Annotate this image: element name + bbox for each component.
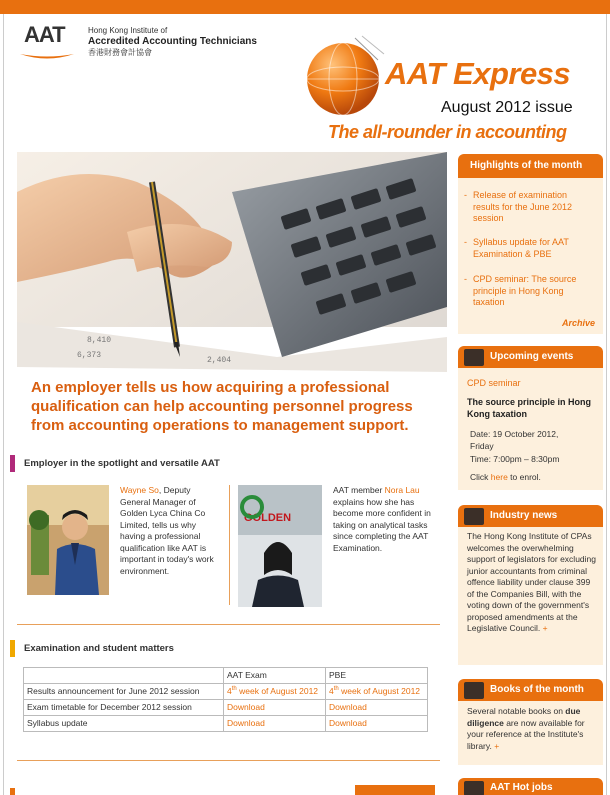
nora-lau-photo[interactable] [238, 485, 322, 607]
institute-name [88, 25, 258, 58]
section-marker [10, 455, 15, 472]
pbe-timetable-download-link[interactable]: Download [326, 700, 428, 716]
events-header [458, 346, 603, 368]
event-title: The source principle in Hong Kong taxation [467, 397, 592, 419]
highlight-item[interactable]: - Syllabus update for AAT Examination & PBE [464, 237, 569, 259]
events-title: Upcoming events [490, 351, 574, 362]
bottom-marker [10, 788, 15, 795]
archive-link[interactable]: Archive [561, 318, 595, 328]
section-marker [10, 640, 15, 657]
nora-lau-prefix: AAT member [333, 485, 385, 495]
table-row [24, 700, 428, 716]
aat-logo[interactable]: AAT [24, 22, 65, 47]
table-row [24, 716, 428, 732]
events-box [458, 368, 603, 490]
spotlight-section-title [10, 458, 220, 469]
table-header-row [24, 668, 428, 684]
briefcase-icon [464, 781, 484, 795]
book-icon [464, 682, 484, 699]
highlights-box [458, 178, 603, 334]
enrol-link[interactable]: here [490, 472, 508, 482]
hotjobs-title: AAT Hot jobs [490, 782, 553, 793]
pbe-results-date: 4th week of August 2012 [326, 684, 428, 700]
pbe-syllabus-download-link[interactable]: Download [326, 716, 428, 732]
table-row [24, 684, 428, 700]
industry-title: Industry news [490, 510, 558, 521]
hero-caption[interactable]: An employer tells us how acquiring a professional qualification can help accounting personnel progress from accounting operations to management support. [31, 379, 413, 434]
event-date: Date: 19 October 2012, Friday [470, 429, 559, 451]
nora-lau-text: explains how she has become more confident in taking on analytical tasks since completing the AAT Examination. [333, 496, 431, 553]
nora-lau-blurb [333, 485, 433, 554]
issue-label: August 2012 issue [441, 99, 573, 116]
event-time: Time: 7:00pm – 8:30pm [470, 454, 560, 464]
books-box [458, 701, 603, 765]
books-title: Books of the month [490, 684, 584, 695]
section-divider [17, 624, 440, 625]
calendar-icon [464, 349, 484, 366]
svg-text:8,410: 8,410 [87, 336, 112, 345]
header-cell-aat: AAT Exam [224, 668, 326, 684]
exam-table [23, 667, 428, 732]
books-more-link[interactable]: + [494, 740, 500, 751]
industry-box [458, 527, 603, 665]
industry-text: The Hong Kong Institute of CPAs welcomes the overwhelming support of legislators for excluding junior accountants from criminal offence liability under clause 399 of the Companies Bill, with the voting down of the government's proposed amendments at the Legislative Council. + [467, 531, 596, 633]
svg-text:2,404: 2,404 [207, 356, 232, 365]
industry-more-link[interactable]: + [542, 623, 548, 633]
wayne-so-photo[interactable] [27, 485, 109, 595]
logo-swoosh-icon [18, 51, 76, 61]
wayne-so-link[interactable]: Wayne So [120, 485, 159, 495]
aat-syllabus-download-link[interactable]: Download [224, 716, 326, 732]
nora-lau-link[interactable]: Nora Lau [384, 485, 420, 495]
newsletter-header [0, 14, 610, 152]
row-label: Syllabus update [24, 716, 224, 732]
exam-title-text: Examination and student matters [24, 643, 174, 654]
magazine-title: AAT Express [385, 56, 571, 91]
svg-text:GOLDEN: GOLDEN [244, 512, 292, 524]
row-label: Exam timetable for December 2012 session [24, 700, 224, 716]
highlights-header: Highlights of the month [458, 154, 603, 178]
institute-line-2: Accredited Accounting Technicians [88, 36, 257, 47]
institute-line-1: Hong Kong Institute of [88, 26, 168, 35]
institute-line-3: 香港財務會計協會 [88, 48, 152, 57]
tagline: The all-rounder in accounting [328, 122, 567, 142]
books-header [458, 679, 603, 701]
wayne-so-text: , Deputy General Manager of Golden Lyca China Co Limited, tells us why having a professional qualification like AAT is important in today's work environment. [120, 485, 214, 576]
header-cell-empty [24, 668, 224, 684]
spotlight-vertical-divider [229, 485, 230, 605]
industry-header [458, 505, 603, 527]
highlight-item[interactable]: - Release of examination results for the June 2012 session [464, 190, 573, 223]
event-type[interactable]: CPD seminar [467, 378, 521, 388]
top-orange-bar [0, 0, 610, 14]
orange-tab-stub [355, 785, 435, 795]
svg-text:6,373: 6,373 [77, 351, 102, 360]
hotjobs-header [458, 778, 603, 795]
exam-section-title [10, 643, 174, 654]
globe-graphic [300, 34, 386, 120]
row-label: Results announcement for June 2012 session [24, 684, 224, 700]
spotlight-title-text: Employer in the spotlight and versatile AAT [24, 458, 220, 469]
aat-timetable-download-link[interactable]: Download [224, 700, 326, 716]
event-enrol: Click here to enrol. [470, 472, 541, 482]
aat-results-date: 4th week of August 2012 [224, 684, 326, 700]
highlight-item[interactable]: - CPD seminar: The source principle in Hong Kong taxation [464, 274, 577, 307]
section-divider [17, 760, 440, 761]
header-cell-pbe: PBE [326, 668, 428, 684]
wayne-so-blurb [120, 485, 220, 577]
books-text: Several notable books on due diligence are now available for your reference at the Institute's library. + [467, 706, 585, 751]
hero-banner[interactable] [17, 152, 447, 439]
person-icon [464, 508, 484, 525]
